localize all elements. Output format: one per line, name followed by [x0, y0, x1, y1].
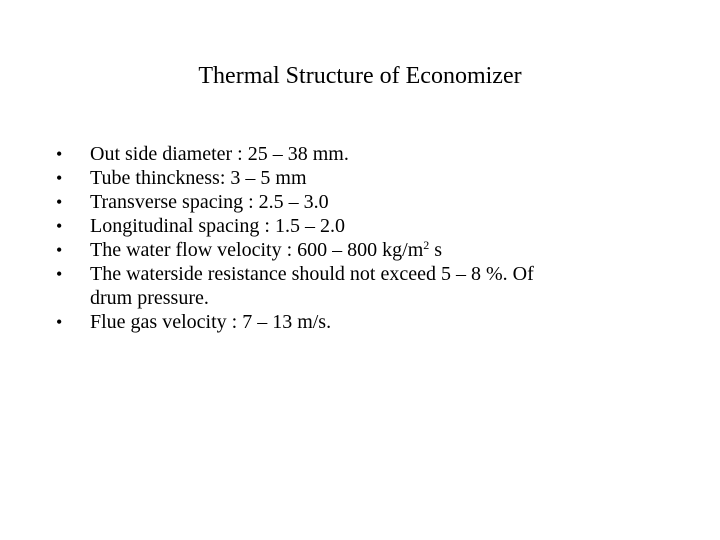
bullet-icon: •: [56, 144, 63, 164]
bullet-icon: •: [56, 216, 63, 236]
bullet-icon: •: [56, 192, 63, 212]
list-item: [54, 190, 674, 214]
bullet-text-line1: The waterside resistance should not exceed 5 – 8 %. Of: [90, 263, 534, 285]
bullet-icon: •: [56, 240, 63, 260]
bullet-icon: •: [56, 264, 63, 284]
bullet-text: Tube thinckness: 3 – 5 mm: [90, 167, 307, 189]
bullet-text: Flue gas velocity : 7 – 13 m/s.: [90, 311, 332, 333]
superscript: 2: [423, 238, 430, 252]
bullet-icon: •: [56, 312, 63, 332]
bullet-text-main: The water flow velocity : 600 – 800 kg/m: [90, 239, 424, 261]
list-item: [54, 310, 674, 334]
bullet-text: Out side diameter : 25 – 38 mm.: [90, 143, 349, 165]
list-item: [54, 238, 674, 262]
list-item: [54, 214, 674, 238]
bullet-list: [54, 142, 674, 334]
bullet-text-unit: s: [429, 239, 443, 261]
bullet-text: Transverse spacing : 2.5 – 3.0: [90, 191, 329, 213]
slide-title: Thermal Structure of Economizer: [198, 63, 522, 89]
bullet-text: [90, 238, 674, 262]
list-item: [54, 262, 674, 310]
bullet-text: [90, 262, 674, 310]
bullet-text-line2: drum pressure.: [90, 287, 209, 309]
list-item: [54, 142, 674, 166]
list-item: [54, 166, 674, 190]
bullet-text: Longitudinal spacing : 1.5 – 2.0: [90, 215, 345, 237]
bullet-icon: •: [56, 168, 63, 188]
